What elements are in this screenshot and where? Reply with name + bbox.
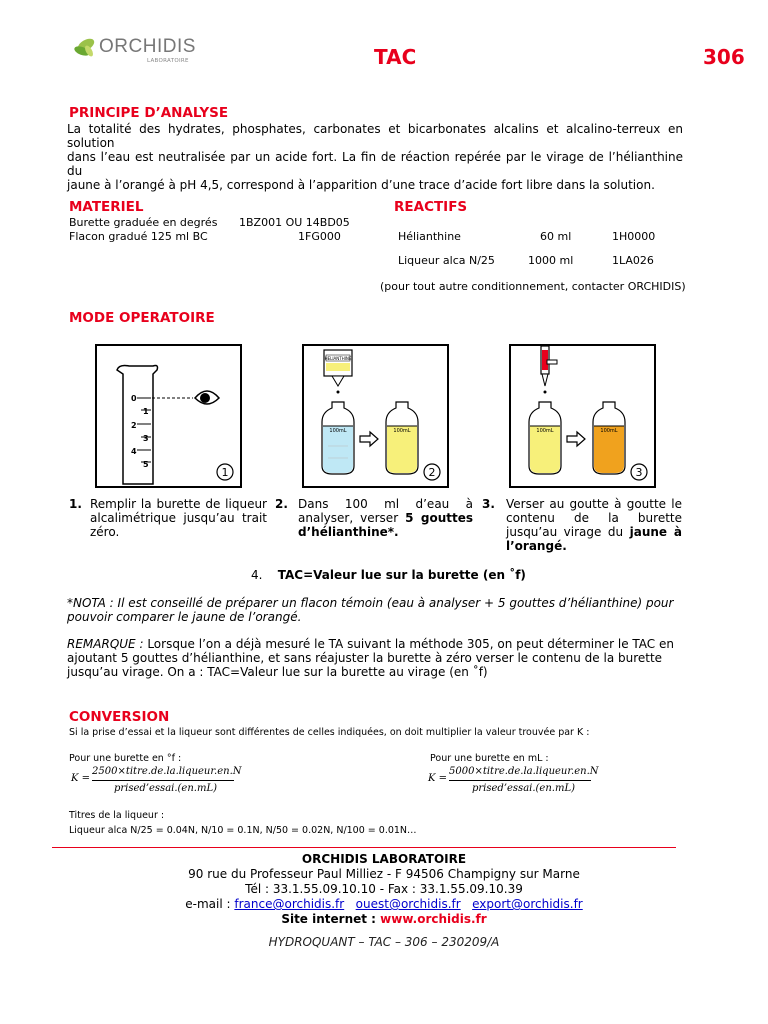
burette-tick-label: 2 (131, 421, 137, 430)
titres-label: Titres de la liqueur : (69, 810, 165, 821)
drop (337, 391, 340, 394)
step-4-text: TAC=Valeur lue sur la burette (en ˚f) (277, 568, 526, 582)
conversion-title: CONVERSION (69, 709, 170, 725)
step-badge-label: 2 (428, 466, 436, 479)
remarque-line: Lorsque l’on a déjà mesuré le TA suivant la méthode 305, on peut déterminer le TAC en (143, 637, 674, 651)
step-text-bold: jaune à l’orangé. (506, 525, 682, 553)
fraction-bar (92, 780, 234, 781)
remarque-line: jusqu’au virage. On a : TAC=Valeur lue sur la burette au virage (en ˚f) (67, 665, 488, 679)
principe-line: dans l’eau est neutralisée par un acide fort. La fin de réaction repérée par le virage de l’hélianthine du (67, 150, 683, 178)
step-text-plain: Dans 100 ml d’eau à analyser, verser (298, 497, 473, 525)
document-title: TAC (374, 45, 417, 69)
arrow-right-icon (360, 432, 378, 446)
step-text-plain: Remplir la burette de liqueur alcalimétrique jusqu’au trait zéro. (90, 497, 267, 539)
figure-burette (95, 344, 242, 488)
step-number: 2. (275, 497, 288, 511)
materiel-title: MATERIEL (69, 199, 144, 215)
principe-line: La totalité des hydrates, phosphates, carbonates et bicarbonates alcalins et alcalino-terreux en solution (67, 122, 683, 150)
reactif-qty: 1000 ml (528, 254, 574, 267)
arrow-right-icon (567, 432, 585, 446)
principe-text (67, 122, 683, 192)
reactif-ref: 1LA026 (612, 254, 654, 267)
step-text (298, 497, 473, 539)
bottle-label: 100mL (329, 428, 347, 434)
step-text-bold: 5 gouttes d’hélianthine*. (298, 511, 473, 539)
step-4 (251, 568, 526, 582)
remarque-line: ajoutant 5 gouttes d’hélianthine, et sans réajuster la burette à zéro verser le contenu de la burette (67, 651, 663, 665)
formula-right-label: Pour une burette en mL : (430, 753, 549, 764)
step-number: 3. (482, 497, 495, 511)
email-label: e-mail : (185, 897, 235, 911)
footer-site (0, 912, 768, 927)
reactifs-title: REACTIFS (394, 199, 468, 215)
step-number: 4. (251, 568, 263, 582)
burette-tick-label: 1 (143, 407, 149, 416)
fraction-bar (449, 780, 591, 781)
step-text-plain: Verser au goutte à goutte le contenu de la burette jusqu’au virage du (506, 497, 682, 539)
conversion-intro: Si la prise d’essai et la liqueur sont différentes de celles indiquées, on doit multiplier la valeur trouvée par K : (69, 727, 590, 738)
doc-reference: HYDROQUANT – TAC – 306 – 230209/A (268, 935, 500, 949)
reactif-ref: 1H0000 (612, 230, 656, 243)
reactif-name: Liqueur alca N/25 (398, 254, 495, 267)
dropper-tip (332, 376, 344, 386)
reactif-qty: 60 ml (540, 230, 572, 243)
step-text (506, 497, 682, 553)
stopcock (547, 360, 557, 364)
logo-text: ORCHIDIS (99, 36, 196, 57)
bottle-label: 100mL (393, 428, 411, 434)
burette-body (117, 366, 158, 485)
formula-left-numerator: 2500×titre.de.la.liqueur.en.N (92, 766, 242, 777)
step-badge-label: 3 (635, 466, 643, 479)
k-label: K = (428, 773, 448, 784)
mode-title: MODE OPERATOIRE (69, 310, 215, 326)
burette-tick-label: 5 (143, 460, 149, 469)
materiel-item-ref: 1FG000 (298, 230, 341, 243)
materiel-item-name: Flacon gradué 125 ml BC (69, 230, 208, 243)
reactifs-note: (pour tout autre conditionnement, contacter ORCHIDIS) (380, 280, 686, 293)
bottle-label: 100mL (536, 428, 554, 434)
burette-tick-label: 0 (131, 394, 137, 403)
materiel-item-ref: 1BZ001 OU 14BD05 (239, 216, 350, 229)
nota (67, 596, 683, 624)
document-number: 306 (703, 45, 745, 69)
titres-values: Liqueur alca N/25 = 0.04N, N/10 = 0.1N, N/50 = 0.02N, N/100 = 0.01N… (69, 825, 417, 836)
site-link[interactable]: www.orchidis.fr (380, 912, 487, 926)
formula-right-denominator: prised’essai.(en.mL) (472, 783, 575, 794)
remarque (67, 637, 683, 679)
figure-helianthine (302, 344, 449, 488)
footer-emails (0, 897, 768, 912)
formula-left-denominator: prised’essai.(en.mL) (114, 783, 217, 794)
burette-tip (542, 374, 548, 386)
footer-address: 90 rue du Professeur Paul Milliez - F 94506 Champigny sur Marne (188, 867, 580, 881)
formula-left-label: Pour une burette en °f : (69, 753, 182, 764)
nota-line: pouvoir comparer le jaune de l’orangé. (67, 610, 302, 624)
step-badge-label: 1 (221, 466, 229, 479)
email-link-france[interactable]: france@orchidis.fr (234, 897, 345, 911)
principe-title: PRINCIPE D’ANALYSE (69, 105, 229, 121)
site-label: Site internet : (281, 912, 381, 926)
reactif-name: Hélianthine (398, 230, 461, 243)
email-link-ouest[interactable]: ouest@orchidis.fr (355, 897, 461, 911)
footer-phone: Tél : 33.1.55.09.10.10 - Fax : 33.1.55.09.10.39 (245, 882, 523, 896)
eye-pupil (200, 393, 210, 403)
drop (544, 391, 547, 394)
burette-tick-label: 4 (131, 447, 137, 456)
remarque-label: REMARQUE : (67, 637, 144, 651)
k-label: K = (71, 773, 91, 784)
footer (0, 852, 768, 927)
step-text (90, 497, 267, 539)
figure-titration (509, 344, 656, 488)
burette-tick-label: 3 (143, 434, 149, 443)
principe-line: jaune à l’orangé à pH 4,5, correspond à l’apparition d’une trace d’acide fort libre dans la solution. (67, 178, 655, 192)
step-number: 1. (69, 497, 82, 511)
logo-subtext: LABORATOIRE (147, 58, 189, 64)
nota-line: *NOTA : Il est conseillé de préparer un flacon témoin (eau à analyser + 5 gouttes d’hélianthine) pour (67, 596, 674, 610)
formula-right-numerator: 5000×titre.de.la.liqueur.en.N (449, 766, 599, 777)
footer-company: ORCHIDIS LABORATOIRE (301, 852, 467, 866)
bottle-label: 100mL (600, 428, 618, 434)
reagent-label: HELIANTHINE (324, 356, 352, 361)
email-link-export[interactable]: export@orchidis.fr (472, 897, 583, 911)
footer-divider (52, 847, 676, 848)
materiel-item-name: Burette graduée en degrés (69, 216, 218, 229)
